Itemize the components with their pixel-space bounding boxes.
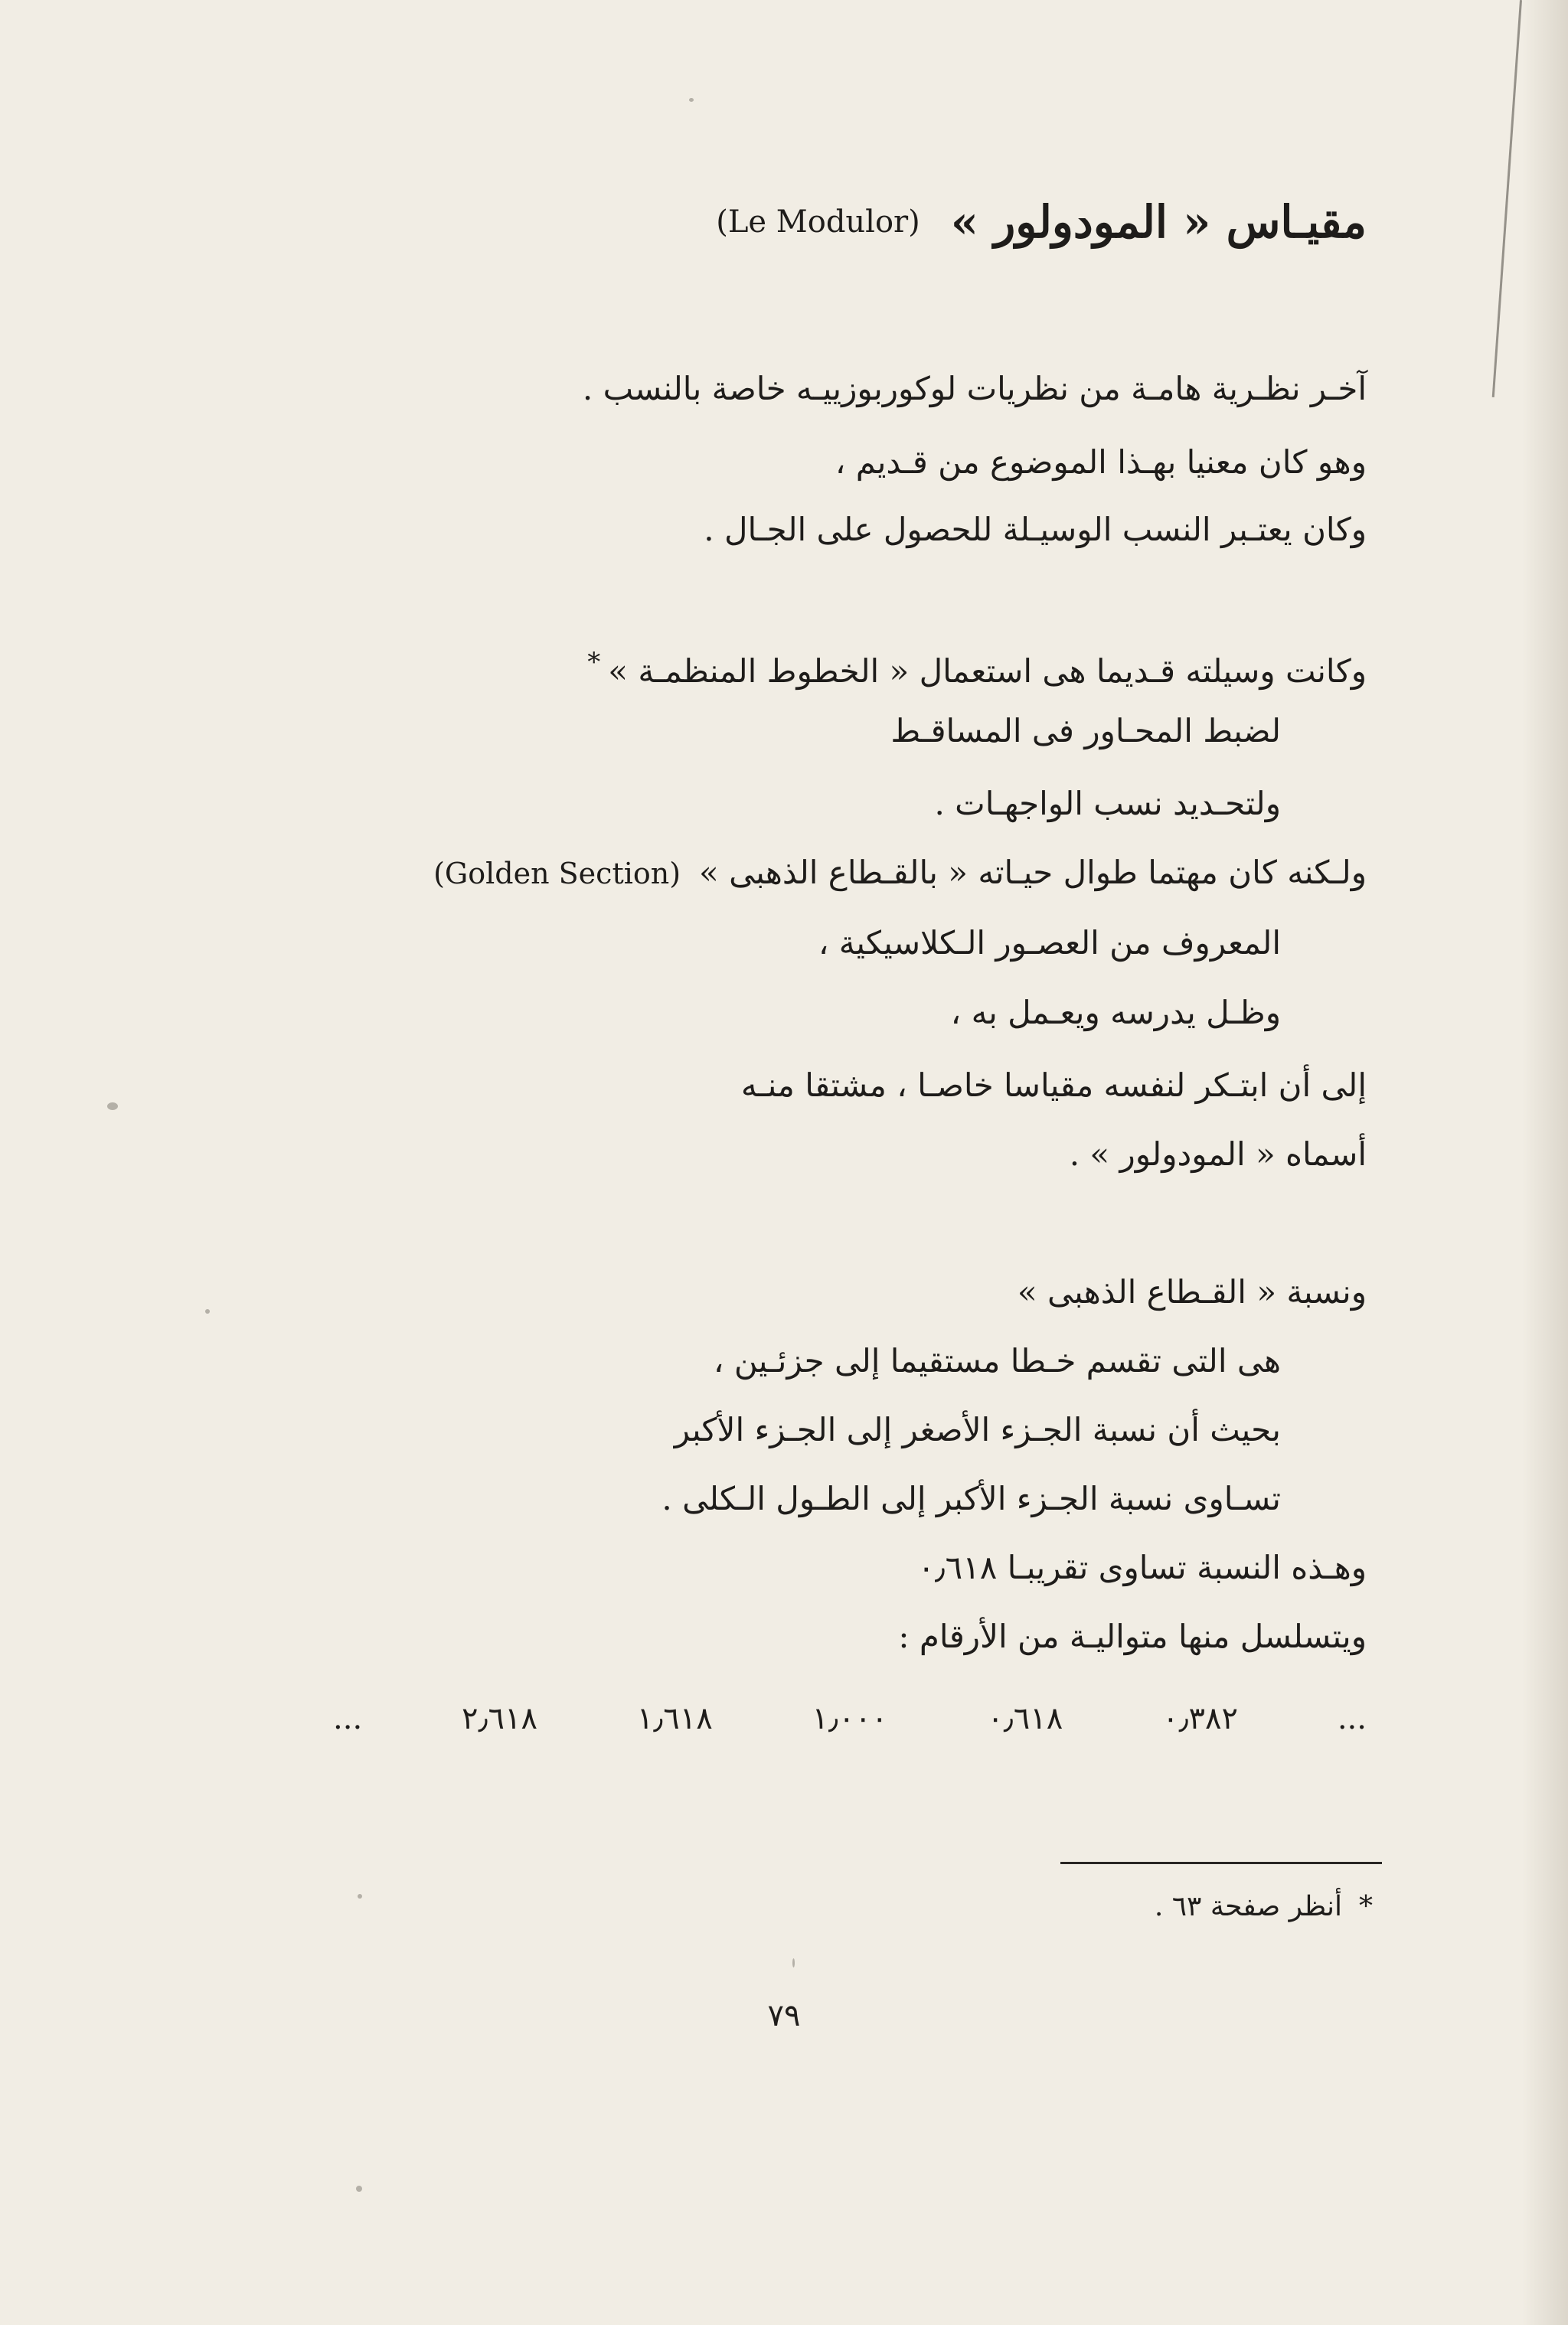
title-arabic: مقيـاس « المودولور » bbox=[950, 196, 1367, 248]
paragraph-3-line-2: هى التى تقسم خـطا مستقيما إلى جزئـين ، bbox=[713, 1342, 1281, 1380]
paper-speck bbox=[356, 2186, 362, 2192]
paper-speck bbox=[205, 1309, 210, 1314]
footnote-reference: * bbox=[587, 647, 601, 678]
golden-ratio-sequence bbox=[333, 1692, 1367, 1745]
page-edge-line bbox=[1492, 0, 1522, 397]
paragraph-1-line-3: وكان يعتـبر النسب الوسيـلة للحصول على الجـال . bbox=[704, 511, 1367, 548]
paragraph-3-line-5: وهـذه النسبة تساوى تقريبـا ۰٫٦١٨ bbox=[917, 1549, 1367, 1586]
paragraph-2-line-4 bbox=[433, 850, 1367, 896]
paragraph-3-line-4: تسـاوى نسبة الجـزء الأكبر إلى الطـول الـكلى . bbox=[662, 1480, 1281, 1517]
paper-speck bbox=[107, 1102, 118, 1110]
paragraph-3-line-6: ويتسلسل منها متواليـة من الأرقام : bbox=[898, 1618, 1367, 1655]
footnote bbox=[1155, 1891, 1373, 1922]
sequence-item: ... bbox=[1337, 1701, 1367, 1736]
paragraph-2-line-6: وظـل يدرسه ويعـمل به ، bbox=[950, 994, 1281, 1031]
golden-section-label: (Golden Section) bbox=[433, 857, 681, 890]
page-edge-shadow bbox=[1522, 0, 1568, 2325]
sequence-item: ١٫۰۰۰ bbox=[812, 1701, 888, 1736]
paragraph-1-line-2: وهو كان معنيا بهـذا الموضوع من قـديم ، bbox=[835, 443, 1367, 481]
page-title bbox=[628, 188, 1367, 256]
page-number: ٧٩ bbox=[767, 1998, 801, 2033]
sequence-item: ۰٫۳۸۲ bbox=[1162, 1701, 1239, 1736]
paragraph-2-text: وكانت وسيلته قـديما هى استعمال « الخطوط المنظمـة » bbox=[608, 652, 1367, 690]
paper-speck bbox=[689, 98, 694, 102]
paragraph-2-line-3: ولتحـديد نسب الواجهـات . bbox=[934, 785, 1281, 822]
sequence-item: ١٫٦١٨ bbox=[636, 1701, 713, 1736]
paper-speck bbox=[792, 1958, 795, 1967]
paragraph-2-text: ولـكنه كان مهتما طوال حيـاته « بالقـطاع الذهبى » bbox=[699, 854, 1367, 891]
paragraph-1-line-1: آخـر نظـرية هامـة من نظريات لوكوربوزييـه خاصة بالنسب . bbox=[582, 370, 1367, 407]
sequence-item: ... bbox=[333, 1701, 363, 1736]
paragraph-3-line-1: ونسبة « القـطاع الذهبى » bbox=[1017, 1273, 1367, 1311]
paragraph-2-line-7: إلى أن ابتـكر لنفسه مقياسا خاصـا ، مشتقا منـه bbox=[740, 1066, 1367, 1104]
paragraph-2-line-1 bbox=[587, 639, 1367, 694]
paragraph-3-line-3: بحيث أن نسبة الجـزء الأصغر إلى الجـزء الأكبر bbox=[674, 1411, 1281, 1448]
footnote-marker: * bbox=[1359, 1891, 1373, 1922]
sequence-item: ۰٫٦١٨ bbox=[987, 1701, 1063, 1736]
paper-speck bbox=[358, 1894, 362, 1899]
paragraph-2-line-8: أسماه « المودولور » . bbox=[1069, 1135, 1367, 1173]
footnote-text: أنظر صفحة ٦٣ . bbox=[1154, 1891, 1342, 1922]
sequence-item: ٢٫٦١٨ bbox=[462, 1701, 537, 1736]
footnote-divider bbox=[1060, 1862, 1382, 1864]
title-latin: (Le Modulor) bbox=[716, 204, 920, 240]
paragraph-2-line-2: لضبط المحـاور فى المساقـط bbox=[890, 712, 1281, 749]
paragraph-2-line-5: المعروف من العصـور الـكلاسيكية ، bbox=[818, 924, 1281, 962]
